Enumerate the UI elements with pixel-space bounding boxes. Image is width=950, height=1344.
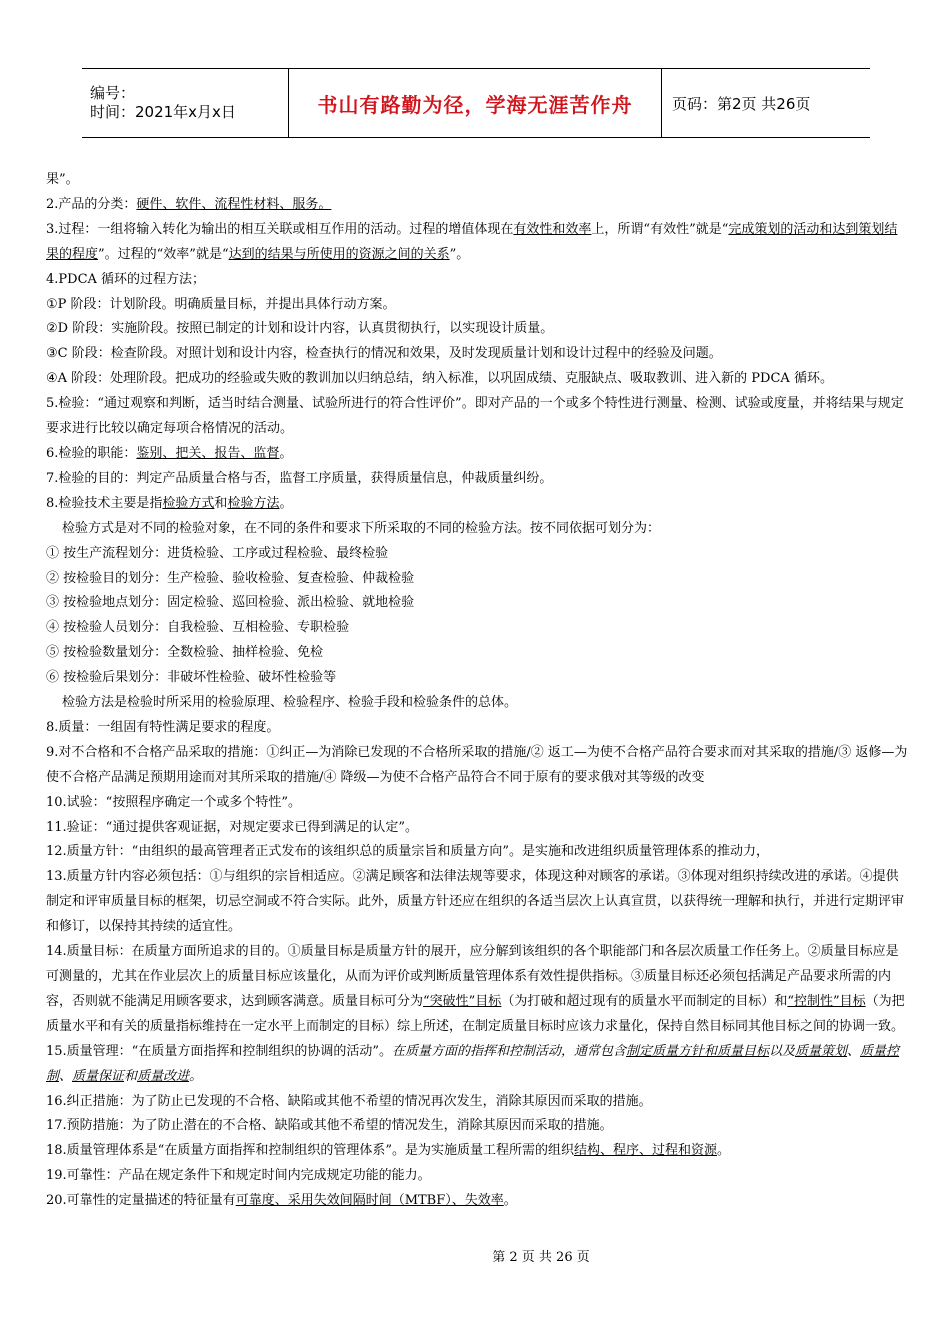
paragraph xyxy=(46,517,908,542)
italic-text: 和 xyxy=(124,1068,138,1084)
text: 。 xyxy=(503,1193,517,1209)
underlined-text: 硬件、软件、流程性材料、服务。 xyxy=(136,196,332,212)
paragraph xyxy=(46,342,908,367)
paragraph xyxy=(46,1090,908,1115)
underlined-text: 质量保证 xyxy=(72,1068,125,1084)
text: （为打破和超过现有的质量水平而制定的目标）和 xyxy=(501,993,788,1009)
underlined-text: “突破性”目标 xyxy=(423,993,502,1009)
paragraph xyxy=(46,840,908,865)
text: 5.检验：“通过观察和判断，适当时结合测量、试验所进行的符合性评价”。即对产品的一个或多个特性进行测量、检测、试验或度量，并将结果与规定要求进行比较以确定每项合格情况的活动。 xyxy=(46,396,904,437)
text: 。 xyxy=(279,495,293,511)
header-page-info xyxy=(662,69,870,137)
paragraph xyxy=(46,367,908,392)
list-item xyxy=(46,542,908,567)
motto-text: 书山有路勤为径，学海无涯苦作舟 xyxy=(317,92,633,117)
page-footer xyxy=(0,1246,950,1265)
paragraph xyxy=(46,1164,908,1189)
text: 10.试验：“按照程序确定一个或多个特性”。 xyxy=(46,794,301,810)
paragraph xyxy=(46,865,908,940)
text: 11.验证：“通过提供客观证据，对规定要求已得到满足的认定”。 xyxy=(46,819,418,835)
underlined-text: 质量策划 xyxy=(795,1043,848,1059)
list-item xyxy=(46,666,908,691)
text: 8.质量：一组固有特性满足要求的程度。 xyxy=(46,719,280,735)
text: 4.PDCA 循环的过程方法； xyxy=(46,271,206,287)
italic-text: 、 xyxy=(847,1043,861,1059)
paragraph xyxy=(46,741,908,791)
text: 19.可靠性：产品在规定条件下和规定时间内完成规定功能的能力。 xyxy=(46,1168,431,1184)
paragraph xyxy=(46,1040,908,1090)
text: ① 按生产流程划分：进货检验、工序或过程检验、最终检验 xyxy=(46,545,389,561)
paragraph xyxy=(46,168,908,193)
paragraph xyxy=(46,467,908,492)
text: 。 xyxy=(279,445,293,461)
paragraph xyxy=(46,1139,908,1164)
paragraph xyxy=(46,940,908,1040)
text: ④A 阶段：处理阶段。把成功的经验或失败的教训加以归纳总结，纳入标准，以巩固成绩、克服缺点、吸取教训、进入新的 PDCA 循环。 xyxy=(46,371,833,387)
paragraph xyxy=(46,1189,908,1214)
text: ”。 xyxy=(449,246,470,262)
text: 8.检验技术主要是指 xyxy=(46,495,163,511)
paragraph xyxy=(46,317,908,342)
document-body xyxy=(46,168,908,1214)
header-meta xyxy=(82,69,289,137)
paragraph xyxy=(46,492,908,517)
page-info-text: 页码：第2页 共26页 xyxy=(672,94,811,113)
text: ② 按检验目的划分：生产检验、验收检验、复查检验、仲裁检验 xyxy=(46,570,415,586)
underlined-text: 制定质量方针和质量目标 xyxy=(625,1043,769,1059)
paragraph xyxy=(46,791,908,816)
text: 果”。 xyxy=(46,172,79,187)
footer-page-number: 第 2 页 共 26 页 xyxy=(492,1250,590,1265)
paragraph xyxy=(46,392,908,442)
underlined-text: 质量改进 xyxy=(137,1068,190,1084)
header-motto xyxy=(289,69,662,137)
underlined-text: “控制性”目标 xyxy=(787,993,866,1009)
text: 12.质量方针：“由组织的最高管理者正式发布的该组织总的质量宗旨和质量方向”。是实施和改进组织质量管理体系的推动力， xyxy=(46,844,769,860)
underlined-text: 鉴别、把关、报告、监督 xyxy=(136,445,280,461)
underlined-text: 质量控制 xyxy=(46,1043,900,1084)
paragraph xyxy=(46,442,908,467)
list-item xyxy=(46,616,908,641)
text: ④ 按检验人员划分：自我检验、互相检验、专职检验 xyxy=(46,620,350,636)
italic-text: 以及 xyxy=(769,1043,796,1059)
italic-text: 。 xyxy=(189,1068,203,1084)
underlined-text: 可靠度、采用失效间隔时间（MTBF）、失效率 xyxy=(235,1193,504,1209)
underlined-text: 检验方式 xyxy=(162,495,215,511)
text: ”。过程的“效率”就是“ xyxy=(98,246,229,262)
text: 检验方法是检验时所采用的检验原理、检验程序、检验手段和检验条件的总体。 xyxy=(62,695,518,711)
text: 。 xyxy=(716,1143,730,1159)
text: 3.过程：一组将输入转化为输出的相互关联或相互作用的活动。过程的增值体现在 xyxy=(46,221,514,237)
paragraph xyxy=(46,716,908,741)
text: 和 xyxy=(214,495,228,511)
text: （为把质量水平和有关的质量指标维持在一定水平上而制定的目标）综上所述，在制定质量目标时应该力求量化，保持自然目标同其他目标之间的协调一致。 xyxy=(46,993,905,1034)
text: ③C 阶段：检查阶段。对照计划和设计内容，检查执行的情况和效果，及时发现质量计划和设计过程中的经验及问题。 xyxy=(46,346,722,362)
text: ②D 阶段：实施阶段。按照已制定的计划和设计内容，认真贯彻执行，以实现设计质量。 xyxy=(46,321,554,337)
italic-text: 、 xyxy=(59,1068,73,1084)
paragraph xyxy=(46,193,908,218)
text: 16.纠正措施：为了防止已发现的不合格、缺陷或其他不希望的情况再次发生，消除其原因而采取的措施。 xyxy=(46,1093,652,1109)
number-label: 编号： xyxy=(90,84,136,102)
text: 9.对不合格和不合格产品采取的措施：①纠正—为消除已发现的不合格所采取的措施/② 返工—为使不合格产品符合要求而对其采取的措施/③ 返修—为使不合格产品满足预期用途而对其所采取的措施/④ 降级—为使不合格产品符合不同于原有的要求俄对其等级的改变 xyxy=(46,744,908,785)
text: ①P 阶段：计划阶段。明确质量目标，并提出具体行动方案。 xyxy=(46,296,396,312)
italic-text: 在质量方面的指挥和控制活动，通常包含 xyxy=(391,1043,626,1059)
underlined-text: 完成策划的活动和达到策划结果的程度 xyxy=(46,221,898,262)
underlined-text: 达到的结果与所使用的资源之间的关系 xyxy=(228,246,450,262)
paragraph xyxy=(46,218,908,268)
paragraph xyxy=(46,691,908,716)
paragraph xyxy=(46,293,908,318)
time-label: 时间：2021年x月x日 xyxy=(90,103,236,121)
text: 6.检验的职能： xyxy=(46,445,137,461)
text: 7.检验的目的：判定产品质量合格与否，监督工序质量，获得质量信息，仲裁质量纠纷。 xyxy=(46,470,553,486)
text: 13.质量方针内容必须包括：①与组织的宗旨相适应。②满足顾客和法律法规等要求，体现这种对顾客的承诺。③体现对组织持续改进的承诺。④提供制定和评审质量目标的框架，切忌空洞或不符合实际。此外，质量方针还应在组织的各适当层次上认真宣贯，以获得统一理解和执行，并进行定期评审和修订，以保持其持续的适宜性。 xyxy=(46,869,905,935)
page-header xyxy=(82,68,870,138)
paragraph xyxy=(46,816,908,841)
text: ③ 按检验地点划分：固定检验、巡回检验、派出检验、就地检验 xyxy=(46,595,415,611)
text: 14.质量目标：在质量方面所追求的目的。①质量目标是质量方针的展开，应分解到该组织的各个职能部门和各层次质量工作任务上。②质量目标应是可测量的，尤其在作业层次上的质量目标应该量化，从而为评价或判断质量管理体系有效性提供指标。③质量目标还必须包括满足产品要求所需的内容，否则就不能满足用顾客要求，达到顾客满意。质量目标可分为 xyxy=(46,944,899,1009)
text: 20.可靠性的定量描述的特征量有 xyxy=(46,1193,236,1209)
text: 17.预防措施：为了防止潜在的不合格、缺陷或其他不希望的情况发生，消除其原因而采取的措施。 xyxy=(46,1118,613,1134)
paragraph xyxy=(46,268,908,293)
text: 15.质量管理：“在质量方面指挥和控制组织的协调的活动”。 xyxy=(46,1043,392,1059)
paragraph xyxy=(46,1114,908,1139)
list-item xyxy=(46,641,908,666)
underlined-text: 结构、程序、过程和资源 xyxy=(573,1143,717,1159)
text: ⑤ 按检验数量划分：全数检验、抽样检验、免检 xyxy=(46,645,324,661)
text: 18.质量管理体系是“在质量方面指挥和控制组织的管理体系”。是为实施质量工程所需的组织 xyxy=(46,1143,574,1159)
text: 2.产品的分类： xyxy=(46,196,137,212)
text: ⑥ 按检验后果划分：非破坏性检验、破坏性检验等 xyxy=(46,670,337,686)
text: 上，所谓“有效性”就是“ xyxy=(591,221,729,237)
underlined-text: 有效性和效率 xyxy=(513,221,592,237)
underlined-text: 检验方法 xyxy=(227,495,280,511)
list-item xyxy=(46,591,908,616)
text: 检验方式是对不同的检验对象，在不同的条件和要求下所采取的不同的检验方法。按不同依据可划分为： xyxy=(62,520,661,536)
list-item xyxy=(46,567,908,592)
